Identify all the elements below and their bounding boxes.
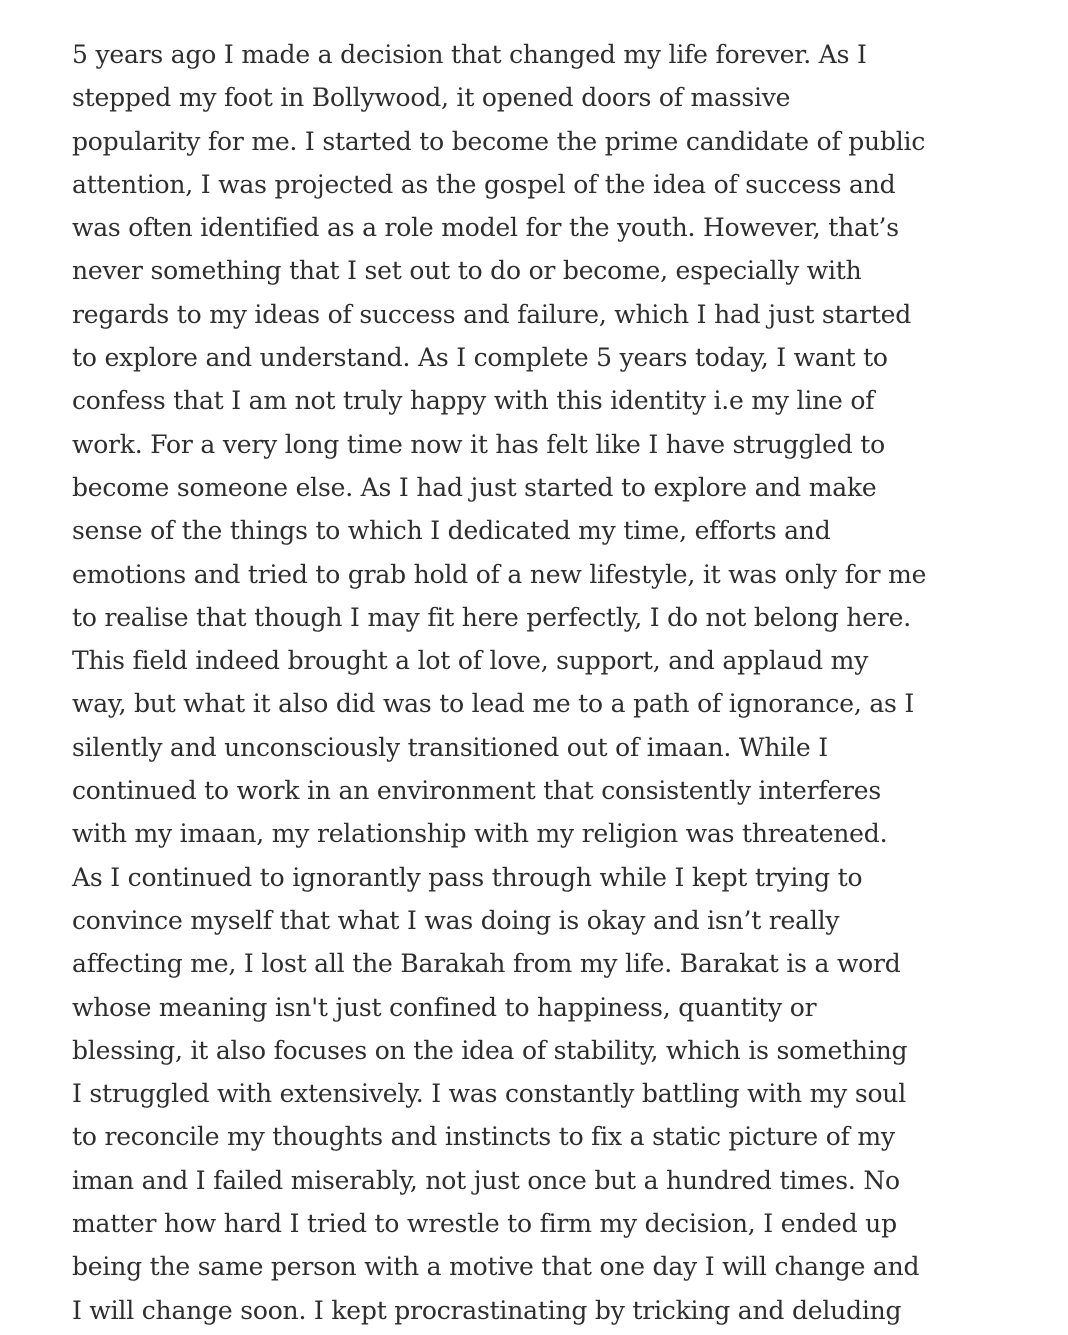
text-line: being the same person with a motive that one day I will change and [72, 1252, 920, 1282]
text-line: silently and unconsciously transitioned out of imaan. While I [72, 732, 828, 762]
text-line: work. For a very long time now it has felt like I have struggled to [72, 429, 886, 459]
text-line: was often identified as a role model for the youth. However, that’s [72, 213, 899, 243]
text-line: become someone else. As I had just started to explore and make [72, 472, 877, 502]
text-line: whose meaning isn't just confined to happiness, quantity or [72, 992, 817, 1022]
text-line: emotions and tried to grab hold of a new lifestyle, it was only for me [72, 559, 927, 589]
text-line: to realise that though I may fit here perfectly, I do not belong here. [72, 602, 911, 632]
text-line: confess that I am not truly happy with this identity i.e my line of [72, 386, 875, 416]
text-line: never something that I set out to do or become, especially with [72, 256, 862, 286]
text-line: I will change soon. I kept procrastinating by tricking and deluding [72, 1295, 902, 1325]
text-line: affecting me, I lost all the Barakah from my life. Barakat is a word [72, 949, 901, 979]
text-line: regards to my ideas of success and failure, which I had just started [72, 299, 912, 329]
text-line: to explore and understand. As I complete 5 years today, I want to [72, 343, 888, 373]
text-line: to reconcile my thoughts and instincts to fix a static picture of my [72, 1122, 895, 1152]
text-line: popularity for me. I started to become the prime candidate of public [72, 126, 926, 156]
text-line: continued to work in an environment that consistently interferes [72, 776, 882, 806]
text-line: attention, I was projected as the gospel of the idea of success and [72, 169, 896, 199]
text-line: blessing, it also focuses on the idea of stability, which is something [72, 1035, 908, 1065]
text-line: convince myself that what I was doing is okay and isn’t really [72, 905, 840, 935]
text-line: stepped my foot in Bollywood, it opened doors of massive [72, 83, 791, 113]
text-line: As I continued to ignorantly pass through while I kept trying to [72, 862, 863, 892]
body-text [72, 33, 1062, 1332]
text-line: 5 years ago I made a decision that changed my life forever. As I [72, 40, 867, 69]
text-line: sense of the things to which I dedicated my time, efforts and [72, 516, 831, 546]
text-line: matter how hard I tried to wrestle to firm my decision, I ended up [72, 1209, 897, 1239]
text-line: way, but what it also did was to lead me to a path of ignorance, as I [72, 689, 915, 719]
text-line: iman and I failed miserably, not just once but a hundred times. No [72, 1165, 900, 1195]
text-line: This field indeed brought a lot of love, support, and applaud my [72, 646, 869, 676]
text-line: I struggled with extensively. I was constantly battling with my soul [72, 1079, 906, 1109]
text-line: with my imaan, my relationship with my religion was threatened. [72, 819, 888, 849]
